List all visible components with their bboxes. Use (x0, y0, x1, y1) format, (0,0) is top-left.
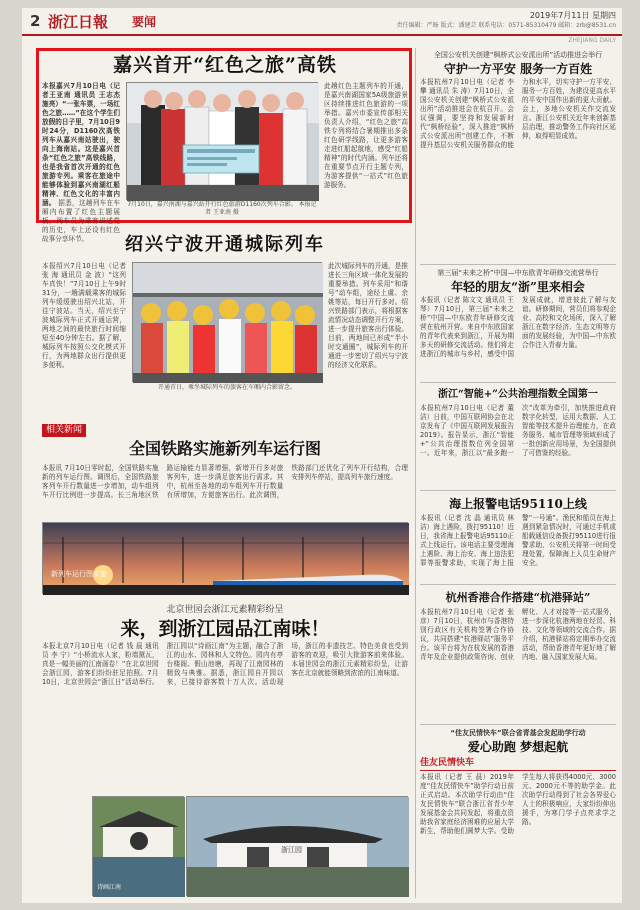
kicker: “佳友民情快车”联合省青基会发起助学行动 (450, 729, 586, 737)
article-body: 本报杭州7月10日电（记者 董洁）日前，中国互联网协会在北京发布了《中国互联网发展报告2019》。报告显示，浙江“智能+”公共治理指数位列全国第一。近年来，浙江以“最多跑一次”改革为牵引，加快推进政府数字化转型，运用大数据、人工智能等技术提升治理能力，在政务服务、城市管理等领域形成了一批创新应用场景，为全国提供了可借鉴的经验。 (420, 404, 616, 457)
highspeed-train-photo (42, 522, 408, 594)
contact-line: 责任编辑：严旸 版式：潘建芸 联系电话：0571-85310479 邮箱：zrb@8531.cn (396, 22, 616, 29)
article-body-2: 据悉，这趟列车在车厢内布置了红色主题展板，列车员为乘客讲述党的历史，车上还设有红色故事分享环节。 (42, 199, 121, 243)
divider (420, 382, 616, 383)
article-police[interactable] (420, 50, 616, 260)
article-body: 本报北京7月10日电（记者 钱 晨 通讯员 李 宁）“小桥流水人家，粉墙黛瓦，真是一幅美丽的江南画卷！”在北京世园会浙江园，游客们纷纷驻足拍照。7月10日，北京世园会“浙江日”活动举行。浙江园以“诗画江南”为主题，融合了浙江的山水、园林和人文特色。园内有亭台楼阁、假山池塘，再现了江南园林的精致与典雅。据悉，浙江园自开园以来，已接待游客数十万人次。活动现场，浙江的非遗技艺、特色美食也受到游客的欢迎，吸引大批游客前来体验。本届世园会的浙江元素精彩纷呈，让游客在北京就能领略到浓浓的江南味道。 (42, 642, 408, 686)
article-hk-station[interactable] (420, 588, 616, 720)
article-body: 本报讯（记者 陈文文 通讯员 王琴）7月10日，第三届“未来之桥”中国—中东欧青年研修交流营在杭州开营。来自中东欧国家的青年代表来到浙江，开展为期多天的研修交流活动。他们将走进浙江的城市与乡村，感受中国发展成就，增进彼此了解与友谊。研修期间，营员们将参观企业、高校和文化场所，深入了解浙江在数字经济、生态文明等方面的发展经验，为中国—中东欧合作注入青春力量。 (420, 296, 616, 358)
article-jiaxing[interactable] (42, 52, 408, 243)
column-divider (415, 48, 416, 898)
kicker: 第三届“未来之桥”中国—中东欧青年研修交流营举行 (437, 269, 599, 277)
issue-date: 2019年7月11日 星期四 (529, 11, 616, 20)
kicker: 全国公安机关创建“枫桥式公安派出所”活动推进会举行 (433, 51, 603, 59)
article-expo[interactable] (42, 602, 408, 898)
article-rail-timetable[interactable] (42, 424, 408, 596)
headline: 来，到浙江园品江南味！ (120, 618, 330, 640)
headline: 守护一方平安 服务一方百姓 (443, 62, 593, 76)
article-student-aid[interactable] (420, 728, 616, 898)
masthead (22, 8, 622, 36)
photo-caption: 开通首日，乘坐城际列车的旅客在车厢内合影留念。 (157, 384, 296, 391)
masthead-info (397, 11, 616, 31)
column-name: 佳友民情快车 (420, 756, 616, 771)
photo-label: 诗画江南 (97, 884, 122, 891)
article-body-right: 此趟红色主题列车的开通，是嘉兴南湖国家5A级旅游景区持续推进红色旅游的一项举措。嘉兴市委宣传部相关负责人介绍，“红色之旅”高铁专列将结合暑期推出多条红色研学线路，让更多游客走进红船起航地，感受“红船精神”的时代内涵。列车还将在重要节点开行主题专列，为游客提供“一站式”红色旅游服务。 (324, 82, 408, 189)
article-body: 本报绍兴7月10日电（记者 张 海 通讯员 金 波）“这列车真快！”7月10日上午9时31分，一趟满载乘客的城际列车缓缓驶出绍兴北站，开往宁波站。当天，绍兴至宁波城际列车正式开通运营，两地之间的最快旅行时间缩短至40分钟左右。据了解，城际列车按照公交化模式开行，为两地群众出行提供更多便利。 (42, 262, 126, 369)
article-smart-governance[interactable] (420, 386, 616, 486)
english-name: ZHEJIANG DAILY (568, 37, 616, 44)
kicker: 北京世园会浙江元素精彩纷呈 (166, 605, 284, 615)
article-body: 本报讯 7月10日零时起，全国铁路实施新的列车运行图。调图后，全国铁路旅客列车开行数量进一步增加，动车组列车开行比例进一步提高。长三角地区铁路运输能力显著增强，新增开行多对旅客列车，进一步满足旅客出行需求。其中，杭州至各地的动车组列车开行数量有所增加，方便旅客出行。此次调图，铁路部门还优化了列车开行结构，合理安排列车停站，提高列车旅行速度。 (42, 464, 408, 499)
garden-photo-right (186, 796, 408, 896)
article-body: 本报杭州7月10日电（记者 李 攀 通讯员 朱 涛）7月10日，全国公安机关创建“枫桥式公安派出所”活动推进会在杭召开。会议强调，要坚持和发展新时代“枫桥经验”，深入推进“枫桥式公安派出所”创建工作，不断提升基层公安机关服务群众的能力和水平，切实守护一方平安、服务一方百姓，为建设更高水平的平安中国作出新的更大贡献。会上，多地公安机关作交流发言。浙江公安机关近年来创新基层治理，推动警务工作向社区延伸，取得明显成效。 (420, 78, 616, 149)
related-news-tag: 相关新闻 (42, 424, 86, 437)
headline: 绍兴宁波开通城际列车 (125, 234, 325, 255)
train-photo (126, 82, 318, 200)
page-number: 2 (30, 12, 41, 30)
divider (420, 724, 616, 725)
article-body: 本报讯（记者 王 晨）2019年度“佳友民情快车”助学行动日前正式启动。本次助学行动由“佳友民情快车”联合浙江省青少年发展基金会共同发起，将重点资助我省家庭经济困难的应届大学新生，帮助他们圆梦大学。受助学生每人将获得4000元、3000元、2000元不等的助学金。此次助学行动得到了社会各界爱心人士的积极响应，大家纷纷伸出援手，为寒门学子点亮求学之路。 (420, 773, 616, 835)
newspaper-page (22, 8, 622, 903)
article-body: 本报嘉兴7月10日电（记者王亚南 通讯员 王志杰 施亮）“一张车票，一场红色之旅……”在这个学生们放假的日子里，7月10日9时24分，D1160次高铁列车从嘉兴南站驶出，驶向上海南站。这是嘉兴首条“红色之旅”高铁线路，也是我省首次开通的红色旅游专列。乘客在旅途中能够体验到嘉兴南湖红船精神、红色文化的丰富内涵。 (42, 82, 120, 207)
article-body: 本报讯（记者 沈 晶 通讯员 林 洁）海上遇险，拨打95110！近日，我省海上报警电话95110正式上线运行。该电话主要受理海上遇险、海上治安、海上违法犯罪等报警求助，实现了海上报警“一号通”。渔民和船员在海上遇到紧急情况时，可通过手机或船载通信设备拨打95110进行报警求助，公安机关将第一时间受理处置，保障海上人员生命财产安全。 (420, 514, 616, 567)
article-body-right: 此次城际列车的开通，是推进长三角区域一体化发展的重要举措。列车采用“和谐号”动车组，途经上虞、余姚等站，每日开行多对。绍兴铁路部门表示，将根据客流情况动态调整开行方案，进一步提升旅客出行体验。目前，两地间已形成“半小时交通圈”，城际列车的开通进一步密切了绍兴与宁波的经济文化联系。 (328, 262, 408, 369)
headline: 浙江“智能+”公共治理指数全国第一 (438, 389, 598, 400)
article-youth-camp[interactable] (420, 268, 616, 378)
headline: 爱心助跑 梦想起航 (467, 740, 569, 754)
section-label: 要闻 (132, 15, 157, 29)
divider (420, 264, 616, 265)
train-cabin-photo (132, 262, 322, 382)
garden-photo-left (92, 796, 184, 896)
photo-caption: 7月10日，嘉兴南湖与嘉兴站开行红色旅游D1160次列车合影。 (127, 201, 297, 208)
article-body: 本报杭州7月10日电（记者 张 彦）7月10日，杭州市与香港特别行政区有关机构签署合作协议，共同搭建“杭港驿站”服务平台。该平台将为在杭发展的香港青年及企业提供政策咨询、创业孵化、人才对接等一站式服务，进一步深化杭港两地在经贸、科技、文化等领域的交流合作。据介绍，杭港驿站将定期举办交流活动，帮助香港青年更好地了解内地、融入国家发展大局。 (420, 608, 616, 661)
photo-credit: 本报记者 王亚南 摄 (205, 201, 317, 216)
headline: 嘉兴首开“红色之旅”高铁 (113, 54, 337, 76)
photo-label: 浙江园 (281, 846, 302, 854)
photo-label: 新列车运行图实施 (51, 570, 107, 578)
headline: 杭州香港合作搭建“杭港驿站” (445, 591, 591, 604)
newspaper-brand: 浙江日報 (48, 13, 109, 31)
headline: 海上报警电话95110上线 (449, 497, 587, 511)
headline: 全国铁路实施新列车运行图 (128, 439, 321, 458)
article-sea-alarm[interactable] (420, 494, 616, 580)
divider (420, 584, 616, 585)
divider (420, 490, 616, 491)
article-shaoxing-ningbo[interactable] (42, 232, 408, 420)
headline: 年轻的朋友“浙”里来相会 (451, 280, 585, 294)
